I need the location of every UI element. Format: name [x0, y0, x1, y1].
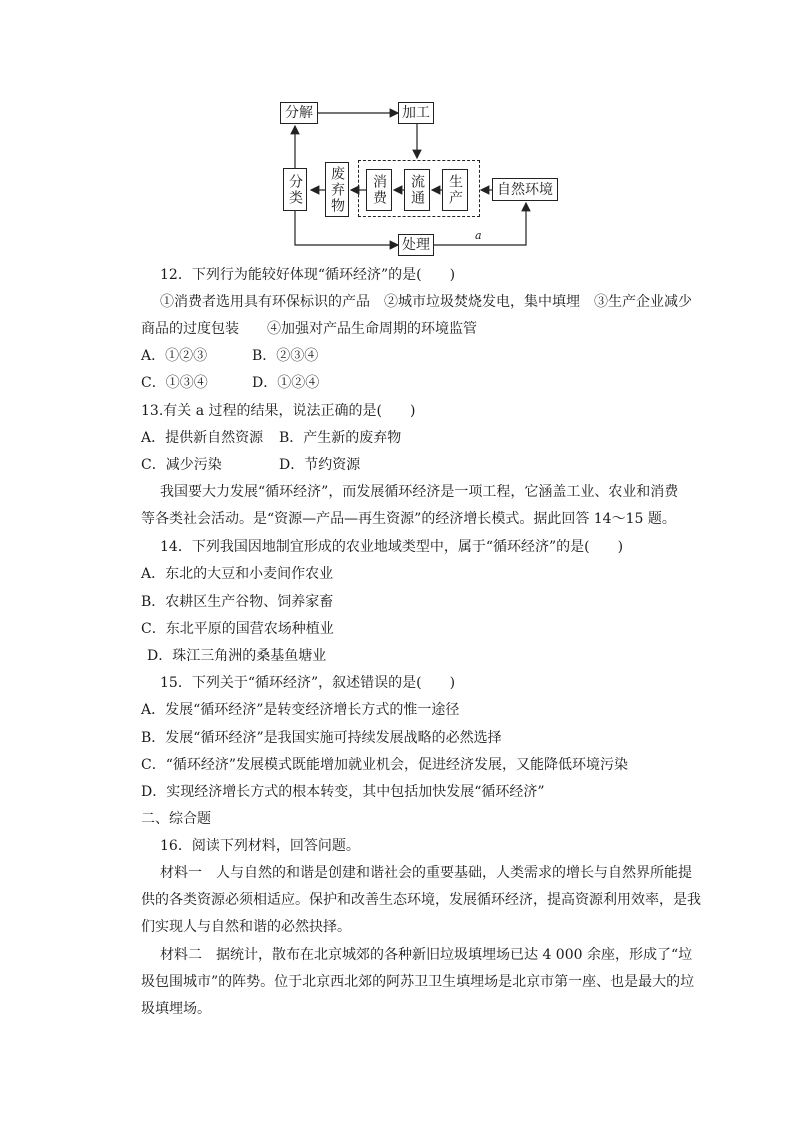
- q16-material2-line3: 圾填埋场。: [141, 1001, 211, 1017]
- q12-option-b: B．②③④: [252, 348, 319, 364]
- q13-option-c: C．减少污染: [141, 457, 222, 473]
- q12-items-line1: ①消费者选用具有环保标识的产品 ②城市垃圾焚烧发电，集中填埋 ③生产企业减少: [160, 294, 692, 310]
- q15-stem: 15．下列关于“循环经济”，叙述错误的是( ): [160, 675, 456, 691]
- q12-option-c: C．①③④: [141, 375, 208, 391]
- box-fenjie: [280, 102, 318, 124]
- intro-line2: 等各类社会活动。是“资源—产品—再生资源”的经济增长模式。据此回答 14～15 题。: [141, 511, 676, 527]
- q16-material2-line2: 圾包围城市”的阵势。位于北京西北郊的阿苏卫卫生填埋场是北京市第一座、也是最大的垃: [141, 974, 695, 990]
- q12-option-a: A．①②③: [141, 348, 208, 364]
- q12-option-d: D．①②④: [252, 375, 320, 391]
- q12-stem: 12．下列行为能较好体现“循环经济”的是( ): [160, 267, 456, 283]
- circular-economy-diagram: [270, 95, 570, 260]
- q16-material1-line2: 供的各类资源必须相适应。保护和改善生态环境，发展循环经济，提高资源利用效率，是我: [141, 892, 701, 908]
- box-feiqiwu: [325, 162, 349, 217]
- q15-option-c: C．“循环经济”发展模式既能增加就业机会，促进经济发展，又能降低环境污染: [141, 757, 629, 773]
- q16-material1-line3: 们实现人与自然和谐的必然抉择。: [141, 919, 351, 935]
- q13-stem: 13.有关 a 过程的结果，说法正确的是( ): [141, 403, 416, 419]
- box-chuli: [398, 234, 434, 256]
- box-liutong: [404, 169, 430, 211]
- box-chuli-label: 处理: [402, 237, 430, 253]
- box-xiaofei: [366, 169, 392, 211]
- intro-line1: 我国要大力发展“循环经济”，而发展循环经济是一项工程，它涵盖工业、农业和消费: [160, 484, 679, 500]
- q14-option-b: B．农耕区生产谷物、饲养家畜: [141, 594, 334, 610]
- q14-option-d: D．珠江三角洲的桑基鱼塘业: [147, 648, 327, 664]
- box-shengchan-label: 生产: [447, 174, 463, 206]
- box-jiagong: [398, 102, 434, 124]
- q12-items-line2: 商品的过度包装 ④加强对产品生命周期的环境监管: [141, 321, 477, 337]
- q15-option-a: A．发展“循环经济”是转变经济增长方式的惟一途径: [141, 702, 460, 718]
- q13-option-a: A．提供新自然资源: [141, 430, 264, 446]
- box-fenlei-label: 分类: [287, 173, 303, 206]
- box-ziran: [492, 178, 558, 201]
- box-ziran-label: 自然环境: [497, 181, 553, 198]
- box-fenjie-label: 分解: [285, 105, 313, 121]
- box-feiqiwu-label: 废弃物: [329, 165, 345, 214]
- q13-option-b: B．产生新的废弃物: [279, 430, 402, 446]
- q14-option-c: C．东北平原的国营农场种植业: [141, 621, 334, 637]
- q16-material1-line1: 材料一 人与自然的和谐是创建和谐社会的重要基础，人类需求的增长与自然界所能提: [160, 865, 692, 881]
- q13-option-d: D．节约资源: [279, 457, 361, 473]
- label-a: a: [475, 229, 482, 242]
- box-liutong-label: 流通: [409, 174, 425, 206]
- q15-option-d: D．实现经济增长方式的根本转变，其中包括加快发展“循环经济”: [141, 784, 545, 800]
- box-shengchan: [442, 169, 468, 211]
- q16-stem: 16．阅读下列材料，回答问题。: [160, 838, 360, 854]
- q16-material2-line1: 材料二 据统计，散布在北京城郊的各种新旧垃圾填埋场已达 4 000 余座，形成了“垃: [160, 947, 693, 963]
- section-heading: 二、综合题: [141, 811, 211, 827]
- box-fenlei: [283, 168, 307, 211]
- box-xiaofei-label: 消费: [371, 174, 387, 206]
- q15-option-b: B．发展“循环经济”是我国实施可持续发展战略的必然选择: [141, 730, 502, 746]
- q14-option-a: A．东北的大豆和小麦间作农业: [141, 566, 334, 582]
- q14-stem: 14．下列我国因地制宜形成的农业地域类型中，属于“循环经济”的是( ): [160, 539, 624, 555]
- box-jiagong-label: 加工: [402, 105, 430, 121]
